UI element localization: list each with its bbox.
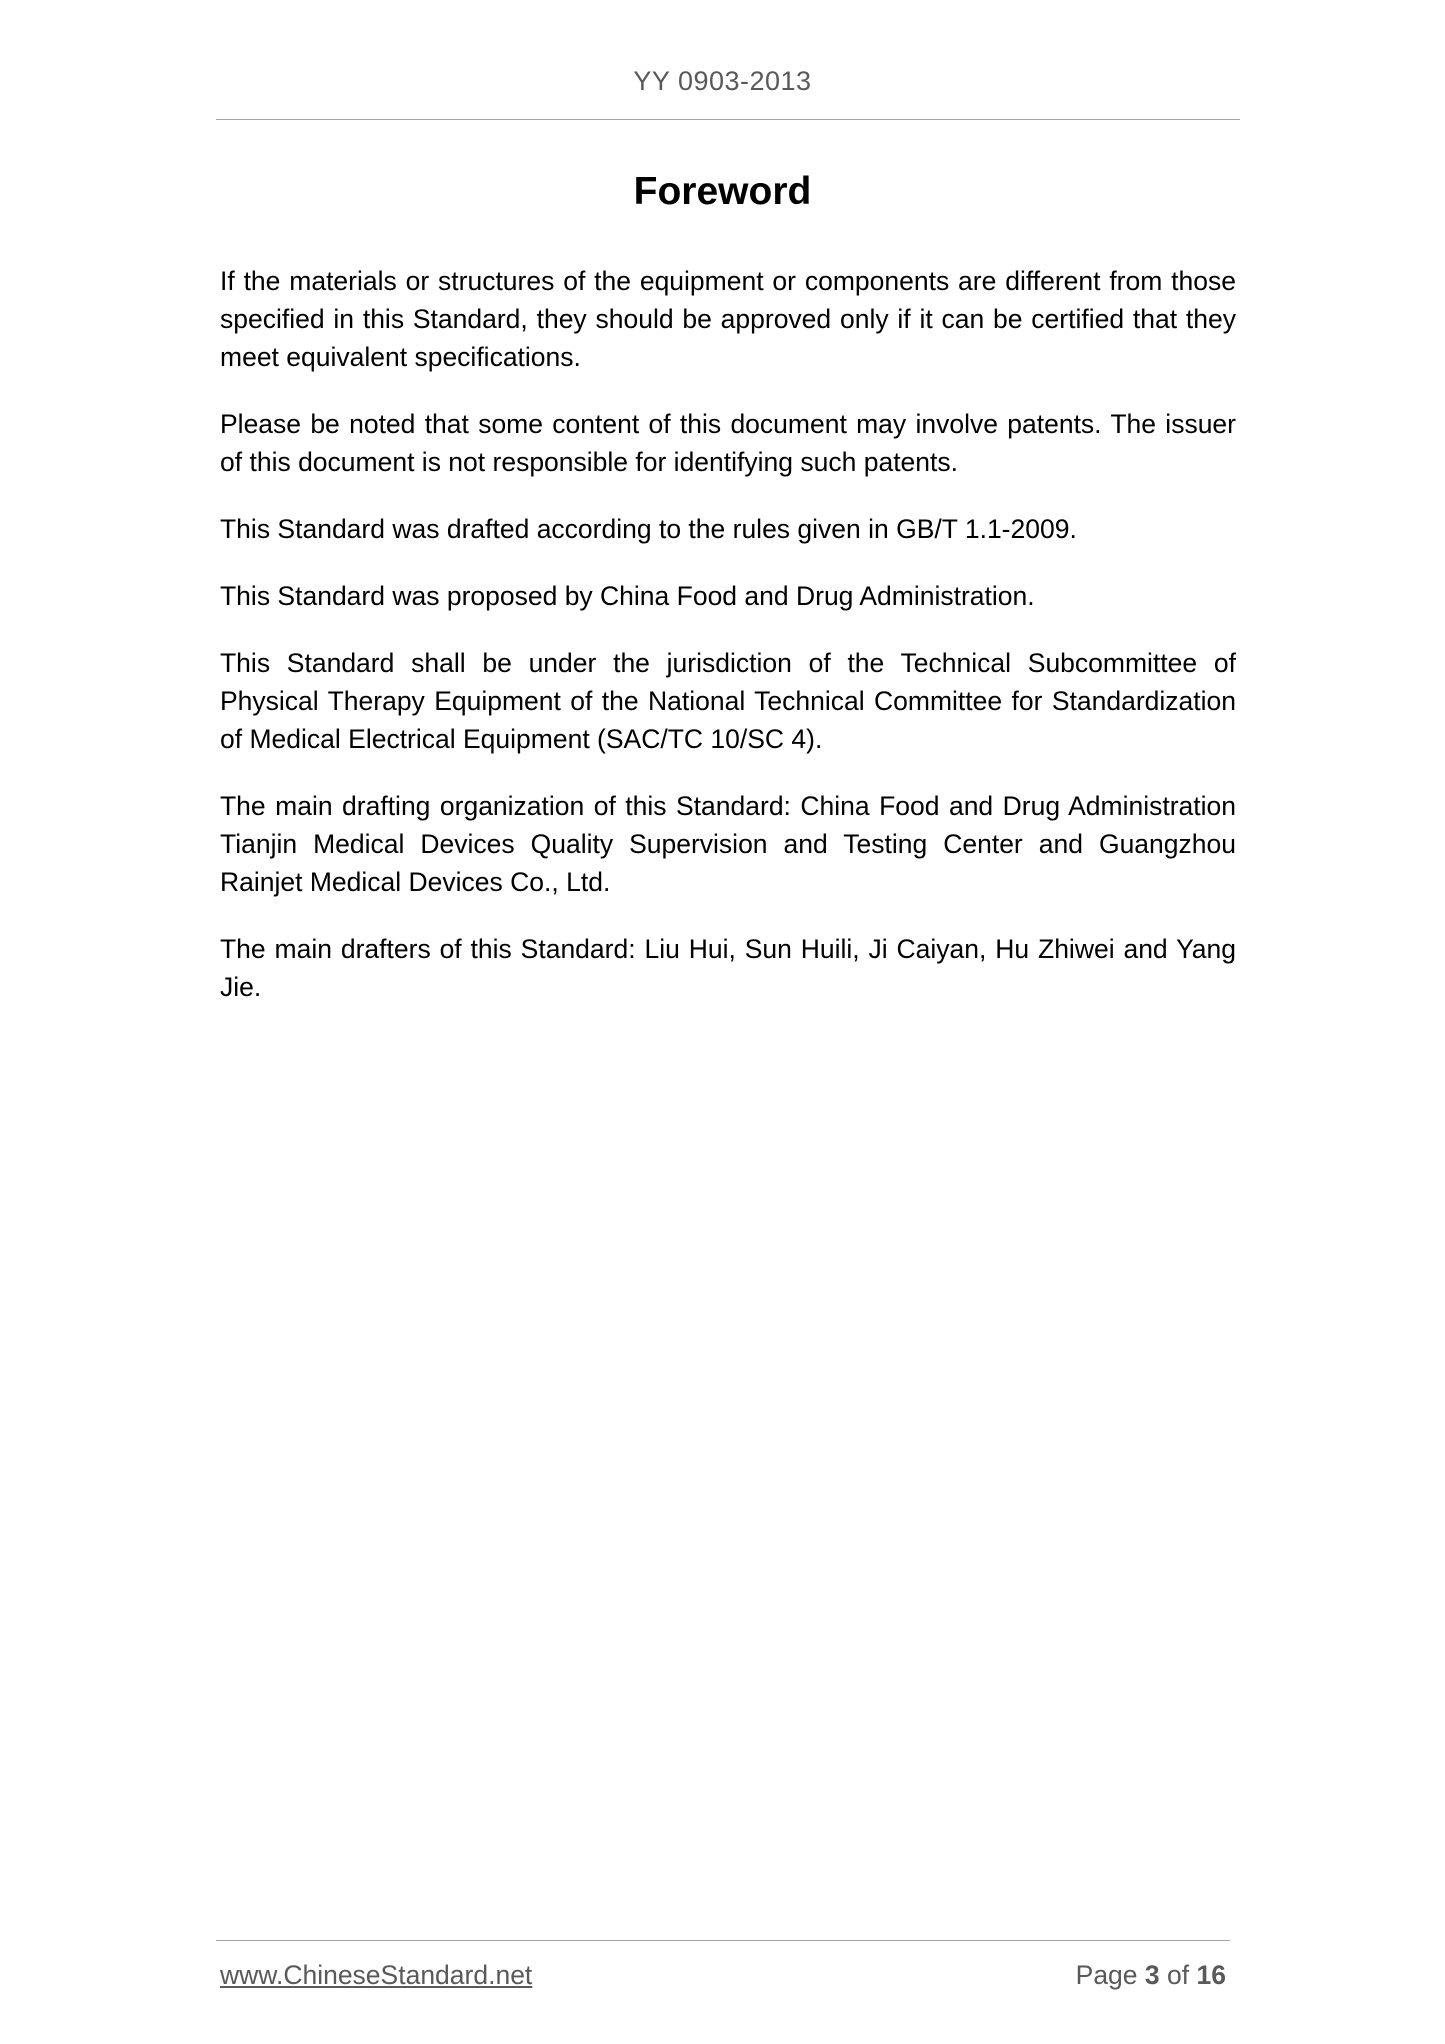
page-total-number: 16 xyxy=(1196,1960,1226,1990)
foreword-body xyxy=(220,262,1236,1035)
paragraph-drafting-rules: This Standard was drafted according to the rules given in GB/T 1.1-2009. xyxy=(220,514,1077,544)
page-separator: of xyxy=(1167,1960,1190,1990)
page-title: Foreword xyxy=(633,170,812,213)
page-prefix: Page xyxy=(1075,1960,1138,1990)
paragraph-proposer: This Standard was proposed by China Food and Drug Administration. xyxy=(220,581,1035,611)
header-divider xyxy=(216,119,1240,120)
page-current-number: 3 xyxy=(1144,1960,1160,1990)
paragraph-drafters: The main drafters of this Standard: Liu Hui, Sun Huili, Ji Caiyan, Hu Zhiwei and Yang Jie. xyxy=(220,934,1236,1002)
footer-divider xyxy=(216,1940,1230,1941)
paragraph-drafting-organization: The main drafting organization of this Standard: China Food and Drug Administration Tianjin Medical Devices Quality Supervision and Testing Center and Guangzhou Rainjet Medical Devices Co., Ltd. xyxy=(220,791,1236,897)
website-link[interactable]: www.ChineseStandard.net xyxy=(220,1960,533,1990)
paragraph-jurisdiction: This Standard shall be under the jurisdiction of the Technical Subcommittee of Physical Therapy Equipment of the National Technical Committee for Standardization of Medical Electrical Equipment (SAC/TC 10/SC 4). xyxy=(220,648,1236,754)
paragraph-equivalent-specifications: If the materials or structures of the equipment or components are different from those specified in this Standard, they should be approved only if it can be certified that they meet equivalent specifications. xyxy=(220,266,1236,372)
page-indicator xyxy=(1076,1960,1226,1991)
document-code-header: YY 0903-2013 xyxy=(633,66,812,96)
paragraph-patents-notice: Please be noted that some content of this document may involve patents. The issuer of this document is not responsible for identifying such patents. xyxy=(220,409,1236,477)
